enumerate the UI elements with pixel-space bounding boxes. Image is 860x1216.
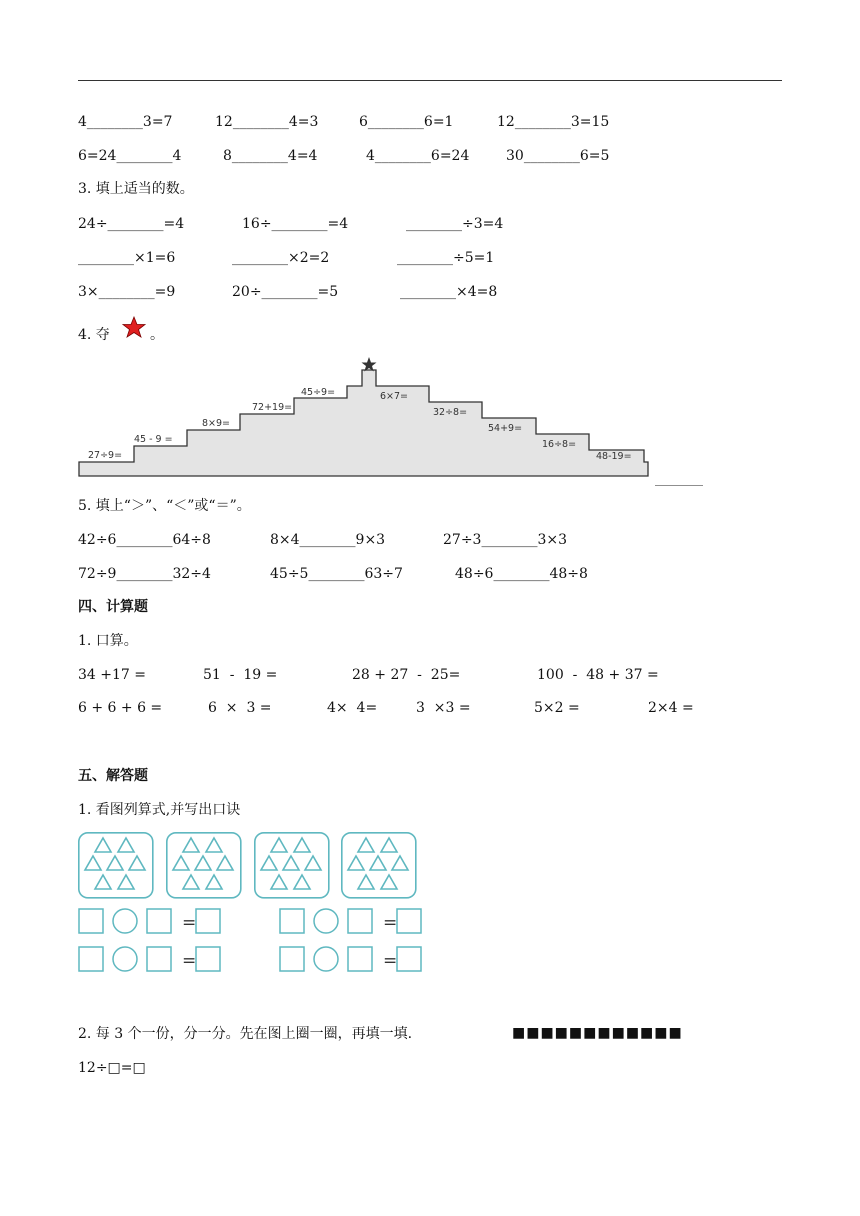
fill-op: 30________6=5 — [506, 148, 610, 164]
calc-item: 34 +17 = — [78, 667, 146, 683]
black-squares: ■■■■■■■■■■■■ — [512, 1025, 683, 1041]
fill-op: 4________3=7 — [78, 114, 173, 130]
red-star-icon — [122, 316, 146, 338]
stair-label: 27÷9= — [88, 450, 123, 461]
triangle-group — [255, 833, 329, 898]
equals-sign: = — [182, 913, 197, 933]
q5-item: 8×4________9×3 — [270, 532, 386, 548]
q3-item: ________×4=8 — [400, 284, 498, 300]
q4-answer-blank: ________ — [655, 472, 703, 486]
stair-label: 54+9= — [488, 423, 523, 434]
fill-op: 4________6=24 — [366, 148, 470, 164]
calc-item: 6 + 6 + 6 = — [78, 700, 163, 716]
calc-item: 3 ×3 = — [416, 700, 471, 716]
q3-item: 24÷________=4 — [78, 216, 185, 232]
calc-item: 51 - 19 = — [203, 667, 278, 683]
q3-item: 16÷________=4 — [242, 216, 349, 232]
triangle-groups — [78, 832, 422, 900]
fill-op: 12________3=15 — [497, 114, 610, 130]
q3-item: ________×1=6 — [78, 250, 176, 266]
calc-item: 28 + 27 - 25= — [352, 667, 461, 683]
calc-item: 6 × 3 = — [208, 700, 272, 716]
equals-sign: = — [383, 951, 398, 971]
q3-item: ________÷3=4 — [406, 216, 504, 232]
triangle-group — [342, 833, 416, 898]
equals-sign: = — [182, 951, 197, 971]
q3-item: ________×2=2 — [232, 250, 330, 266]
section4-sub: 1. 口算。 — [78, 633, 138, 649]
q4-title: 4. 夺 — [78, 327, 110, 343]
calc-item: 2×4 = — [648, 700, 694, 716]
equation-boxes — [78, 907, 424, 977]
q5-item: 42÷6________64÷8 — [78, 532, 211, 548]
fill-op: 6=24________4 — [78, 148, 182, 164]
stair-label: 32÷8= — [433, 407, 468, 418]
section5-q2-eq: 12÷□=□ — [78, 1060, 146, 1076]
stair-label: 6×7= — [380, 391, 409, 402]
stair-diagram — [78, 354, 653, 478]
calc-item: 4× 4= — [327, 700, 378, 716]
fill-op: 8________4=4 — [223, 148, 318, 164]
stair-label: 72+19= — [252, 402, 293, 413]
triangle-group — [167, 833, 241, 898]
q3-item: 3×________=9 — [78, 284, 176, 300]
q3-title: 3. 填上适当的数。 — [78, 181, 194, 197]
fill-op: 12________4=3 — [215, 114, 319, 130]
stair-label: 45÷9= — [301, 387, 336, 398]
q5-item: 27÷3________3×3 — [443, 532, 567, 548]
q5-item: 48÷6________48÷8 — [455, 566, 588, 582]
q5-item: 72÷9________32÷4 — [78, 566, 211, 582]
equation-row — [79, 947, 220, 971]
fill-op: 6________6=1 — [359, 114, 454, 130]
q5-title: 5. 填上“＞”、“＜”或“＝”。 — [78, 498, 251, 514]
header-rule — [78, 80, 782, 81]
q4-title-end: 。 — [150, 327, 164, 343]
q3-item: 20÷________=5 — [232, 284, 339, 300]
equation-row — [280, 909, 421, 933]
calc-item: 100 - 48 + 37 = — [537, 667, 659, 683]
equals-sign: = — [383, 913, 398, 933]
stair-label: 45 - 9 = — [134, 434, 173, 445]
section5-q1: 1. 看图列算式,并写出口诀 — [78, 802, 241, 818]
calc-item: 5×2 = — [534, 700, 580, 716]
stair-label: 8×9= — [202, 418, 231, 429]
section5-title: 五、解答题 — [78, 768, 148, 784]
stair-label: 16÷8= — [542, 439, 577, 450]
equation-row — [79, 909, 220, 933]
stair-label: 48-19= — [596, 451, 632, 462]
section4-title: 四、计算题 — [78, 599, 148, 615]
q3-item: ________÷5=1 — [397, 250, 495, 266]
q5-item: 45÷5________63÷7 — [270, 566, 403, 582]
star-icon — [362, 357, 377, 372]
triangle-group — [79, 833, 153, 898]
equation-row — [280, 947, 421, 971]
section5-q2: 2. 每 3 个一份，分一分。先在图上圈一圈，再填一填. — [78, 1026, 413, 1042]
